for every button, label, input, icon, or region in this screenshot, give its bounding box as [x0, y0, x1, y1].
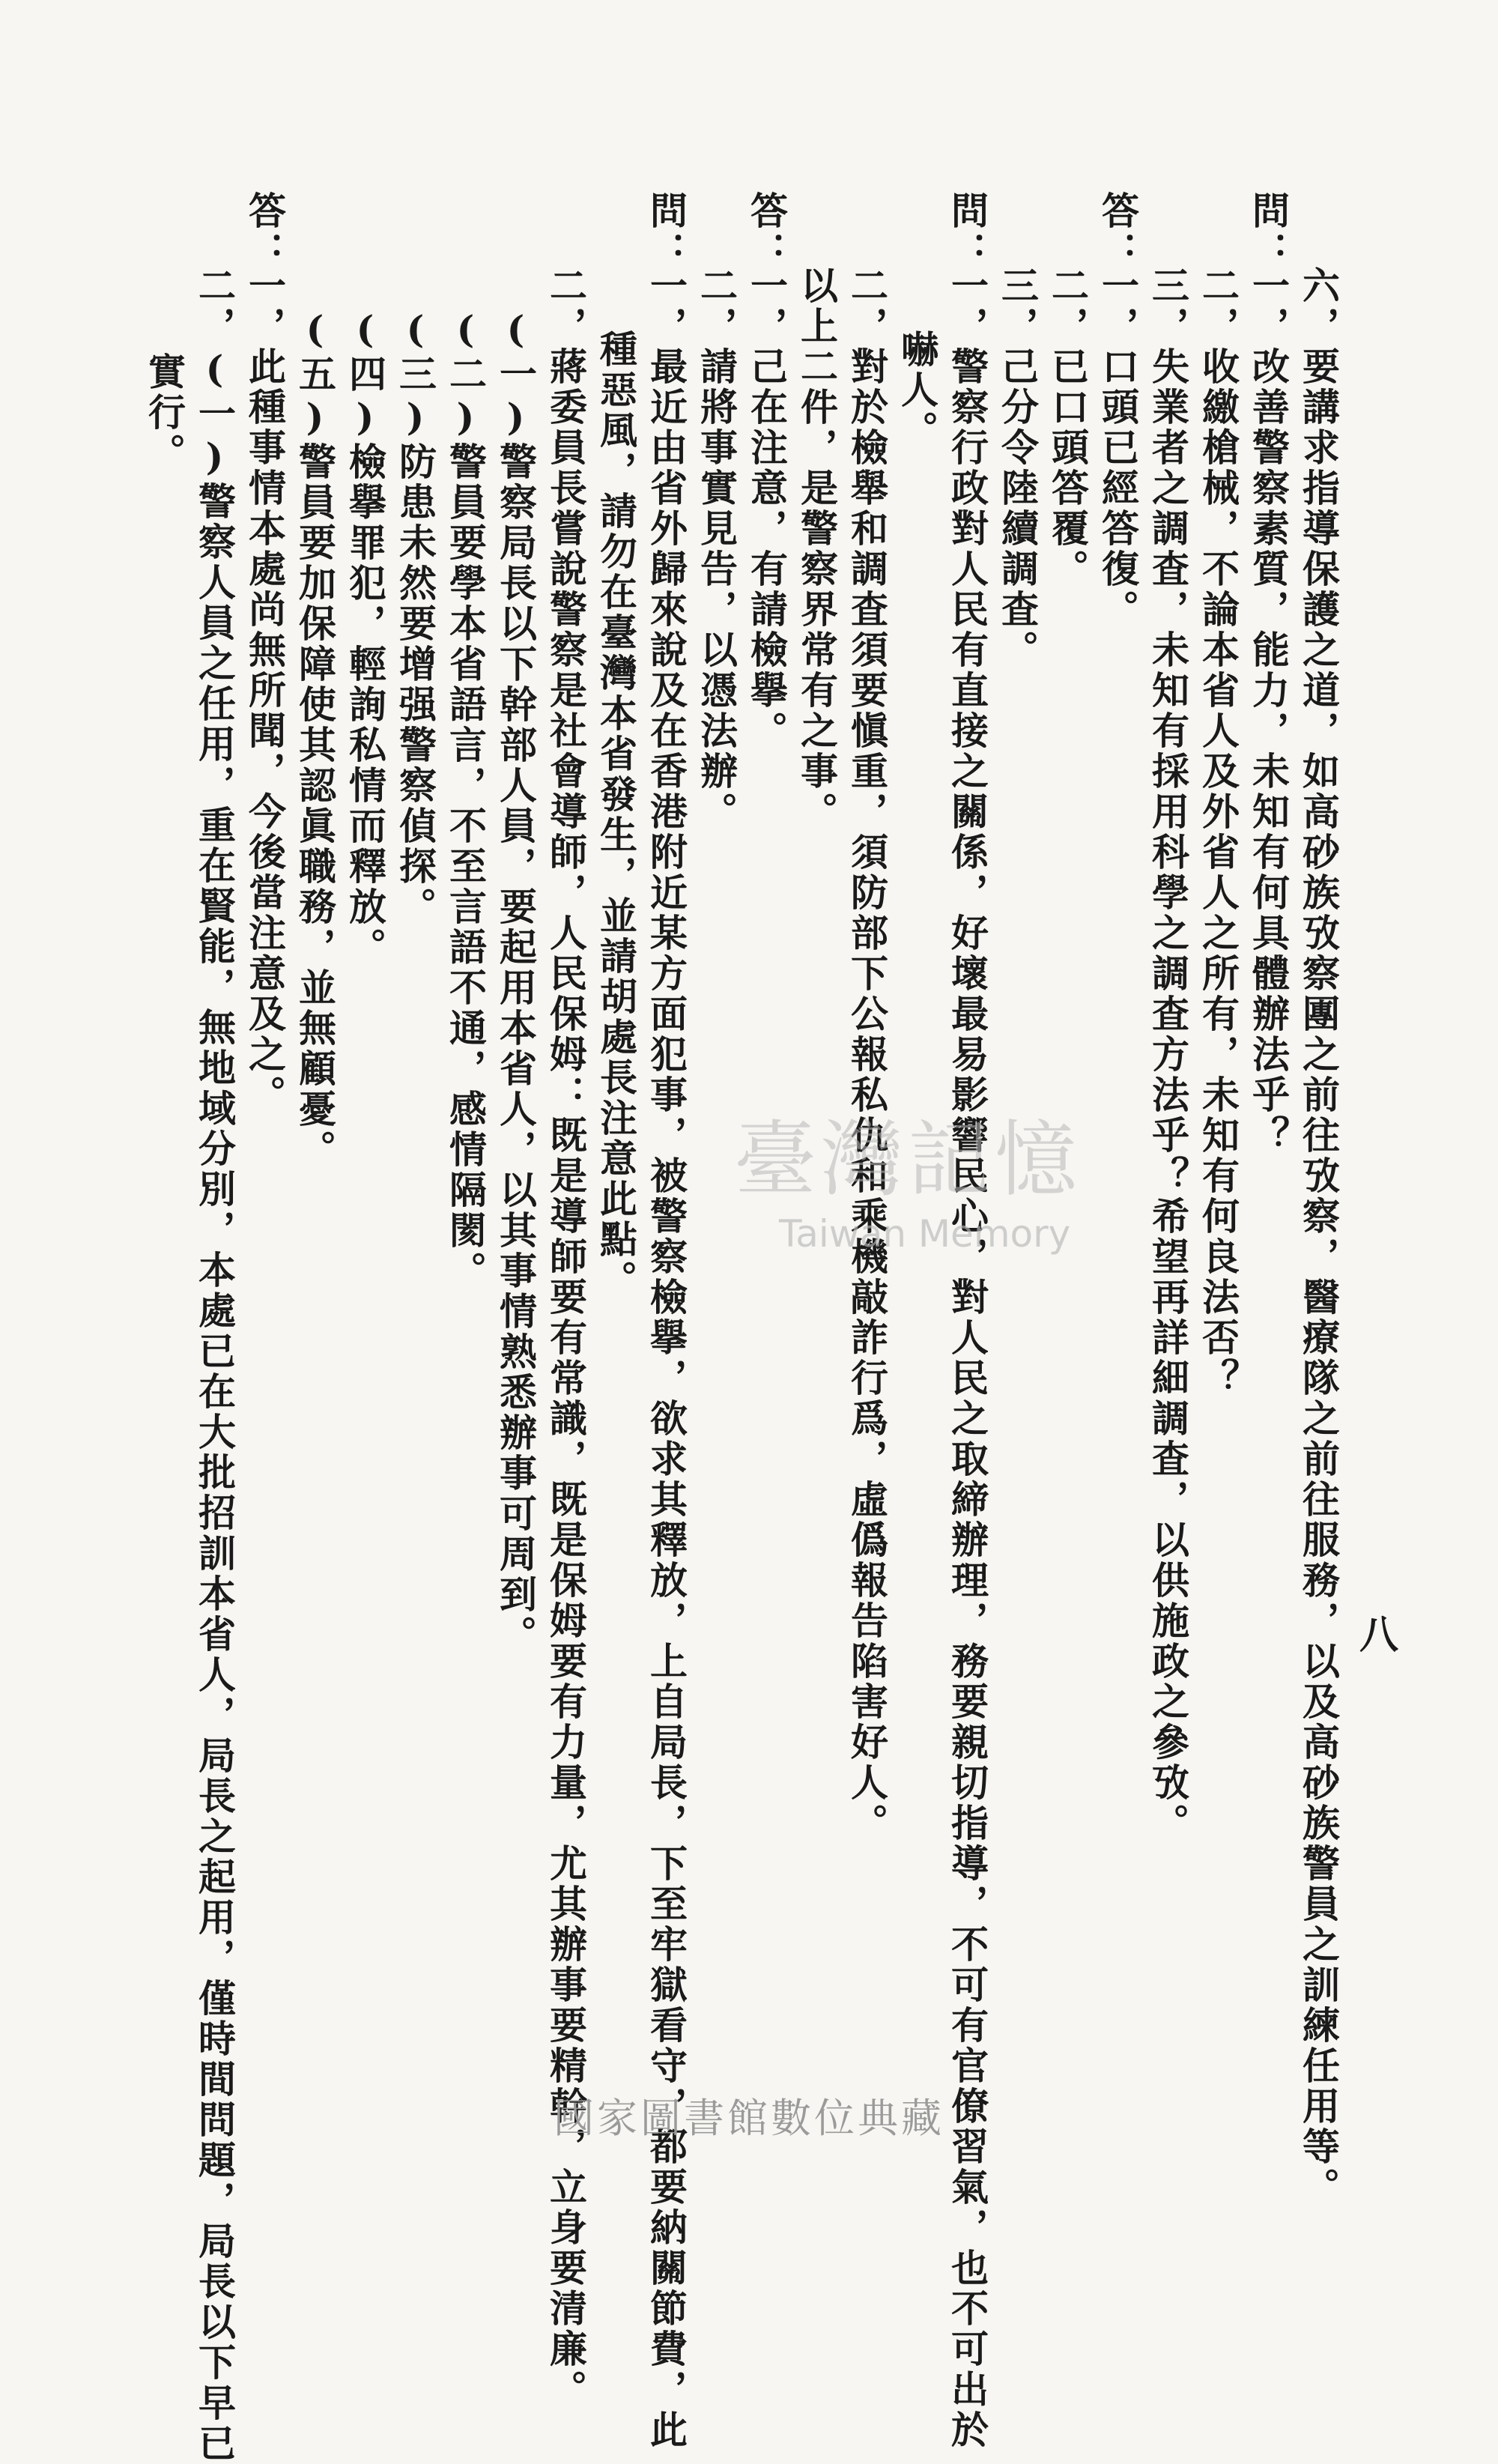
- text-line: 一，警察行政對人民有直接之關係，好壞最易影響民心，對人民之取締辦理，務要親切指導，不可有官僚習氣，也不可出於: [945, 266, 989, 2451]
- watermark: [734, 1094, 1153, 1256]
- text-line: (五)警員要加保障使其認眞職務，並無顧憂。: [293, 307, 337, 1170]
- text-line: (四)檢擧罪犯，輕詢私情而釋放。: [343, 307, 387, 968]
- question-label: 問：: [945, 191, 989, 272]
- text-line: (一)警察局長以下幹部人員，要起用本省人，以其事情熟悉辦事可周到。: [494, 307, 538, 1656]
- text-line: (三)防患未然要增强警察偵探。: [393, 307, 437, 927]
- text-line: 二，已口頭答覆。: [1046, 266, 1090, 590]
- text-line: 實行。: [142, 352, 187, 473]
- answer-label: 答：: [745, 191, 789, 272]
- text-line: 六，要講求指導保護之道，如高砂族攷察團之前往攷察，醫療隊之前往服務，以及高砂族警員之訓練任用等。: [1297, 266, 1341, 2208]
- text-line: 種惡風，請勿在臺灣本省發生，並請胡處長注意此點。: [594, 330, 638, 1301]
- text-line: (二)警員要學本省語言，不至言語不通，感情隔閡。: [443, 307, 488, 1292]
- text-line: 嚇人。: [895, 330, 939, 451]
- answer-label: 答：: [243, 191, 287, 272]
- answer-label: 答：: [1096, 191, 1140, 272]
- text-line: 一，此種事情本處尚無所聞，今後當注意及之。: [243, 266, 287, 1116]
- text-line: 以上二件，是警察界常有之事。: [795, 266, 839, 832]
- page-number: 八: [1359, 1612, 1399, 1658]
- text-line: 一，改善警察素質，能力，未知有何具體辦法乎？: [1246, 266, 1291, 1156]
- text-line: 一，口頭已經答復。: [1096, 266, 1140, 630]
- text-line: 一，己在注意，有請檢擧。: [745, 266, 789, 751]
- watermark-english: Taiwan Memory: [779, 1212, 1071, 1256]
- text-line: 一，最近由省外歸來說及在香港附近某方面犯事，被警察檢擧，欲求其釋放，上自局長，下至牢獄看守，都要納關節費，此: [644, 266, 688, 2451]
- question-label: 問：: [644, 191, 688, 272]
- text-line: 三，失業者之調査，未知有採用科學之調査方法乎？希望再詳細調査，以供施政之參攷。: [1146, 266, 1190, 1844]
- text-line: 二，收繳槍械，不論本省人及外省人之所有，未知有何良法否？: [1196, 266, 1240, 1399]
- text-line: 二，請將事實見告，以憑法辦。: [694, 266, 739, 832]
- text-line: 二，(一)警察人員之任用，重在賢能，無地域分別，本處已在大批招訓本省人，局長之起用，僅時間問題，局長以下早已: [192, 266, 237, 2464]
- text-line: 二，蔣委員長嘗說警察是社會導師，人民保姆：既是導師要有常識，既是保姆要有力量，尤其辦事要精幹，立身要清廉。: [544, 266, 588, 2410]
- watermark-chinese: 臺灣記憶: [734, 1112, 1082, 1208]
- text-line: 二，對於檢舉和調査須要愼重，須防部下公報私仇和乘機敲詐行爲，虛僞報告陷害好人。: [845, 266, 889, 1844]
- footer-caption: 國家圖書館數位典藏: [554, 2095, 944, 2142]
- text-line: 三，己分令陸續調査。: [995, 266, 1040, 671]
- question-label: 問：: [1246, 191, 1291, 272]
